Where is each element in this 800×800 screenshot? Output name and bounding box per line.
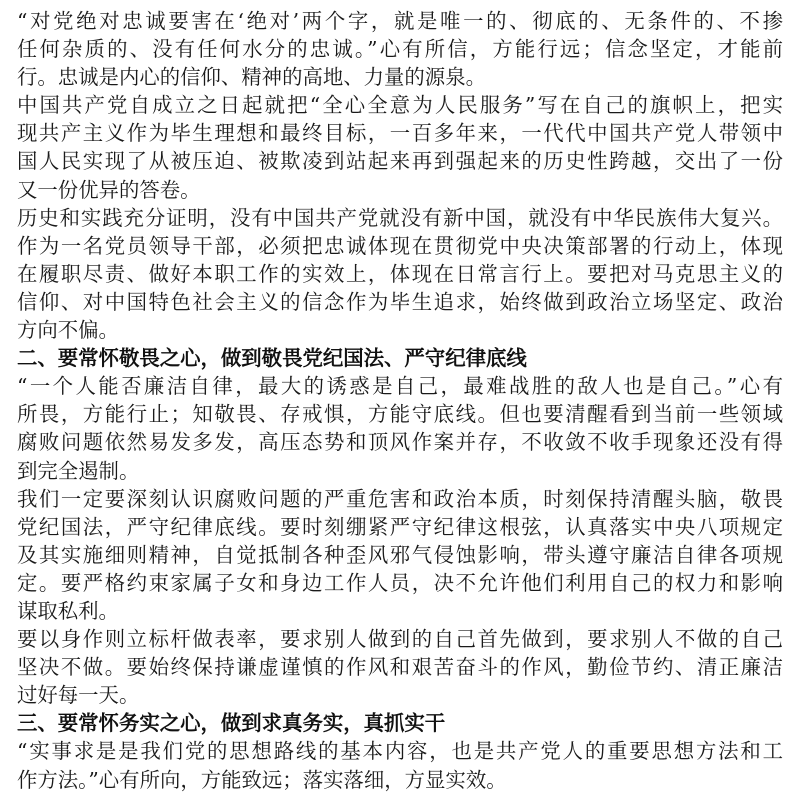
text-line: 坚决不做。要始终保持谦虚谨慎的作风和艰苦奋斗的作风，勤俭节约、清正廉洁 [17, 655, 783, 680]
text-line: 谋取私利。 [17, 598, 119, 623]
text-line: 过好每一天。 [17, 683, 140, 708]
text-line: 历史和实践充分证明，没有中国共产党就没有新中国，就没有中华民族伟大复兴。 [17, 205, 783, 230]
document-page [17, 7, 783, 794]
section-heading-3: 三、要常怀务实之心，做到求真务实，真抓实干 [17, 711, 446, 736]
text-line: 及其实施细则精神，自觉抵制各种歪风邪气侵蚀影响，带头遵守廉洁自律各项规 [17, 542, 783, 567]
text-line: 在履职尽责、做好本职工作的实效上，体现在日常言行上。要把对马克思主义的 [17, 261, 783, 286]
text-line: 作方法。”心有所向，方能致远；落实落细，方显实效。 [17, 767, 507, 792]
text-line: 定。要严格约束家属子女和身边工作人员，决不允许他们利用自己的权力和影响 [17, 570, 783, 595]
paragraph [17, 204, 783, 344]
text-line: 国人民实现了从被压迫、被欺凌到站起来再到强起来的历史性跨越，交出了一份 [17, 149, 783, 174]
text-line: “实事求是是我们党的思想路线的基本内容，也是共产党人的重要思想方法和工 [17, 739, 783, 764]
text-line: 腐败问题依然易发多发，高压态势和顶风作案并存，不收敛不收手现象还没有得 [17, 430, 783, 455]
paragraph [17, 485, 783, 625]
text-line: 又一份优异的答卷。 [17, 177, 201, 202]
section-heading-2: 二、要常怀敬畏之心，做到敬畏党纪国法、严守纪律底线 [17, 346, 527, 371]
text-line: 中国共产党自成立之日起就把“全心全意为人民服务”写在自己的旗帜上，把实 [17, 93, 783, 118]
text-line: “一个人能否廉洁自律，最大的诱惑是自己，最难战胜的敌人也是自己。”心有 [17, 374, 783, 399]
paragraph [17, 372, 783, 484]
text-line: 方向不偏。 [17, 318, 119, 343]
text-line: 党纪国法，严守纪律底线。要时刻绷紧严守纪律这根弦，认真落实中央八项规定 [17, 514, 783, 539]
text-line: 作为一名党员领导干部，必须把忠诚体现在贯彻党中央决策部署的行动上，体现 [17, 233, 783, 258]
text-line: 要以身作则立标杆做表率，要求别人做到的自己首先做到，要求别人不做的自己 [17, 627, 783, 652]
text-line: 所畏，方能行止；知敬畏、存戒惧，方能守底线。但也要清醒看到当前一些领域 [17, 402, 783, 427]
text-line: 到完全遏制。 [17, 458, 140, 483]
text-line: 行。忠诚是内心的信仰、精神的高地、力量的源泉。 [17, 65, 486, 90]
paragraph [17, 737, 783, 793]
paragraph [17, 91, 783, 203]
paragraph [17, 625, 783, 709]
text-line: “对党绝对忠诚要害在‘绝对’两个字，就是唯一的、彻底的、无条件的、不掺 [17, 9, 783, 33]
text-line: 现共产主义作为毕生理想和最终目标，一百多年来，一代代中国共产党人带领中 [17, 121, 783, 146]
text-line: 任何杂质的、没有任何水分的忠诚。”心有所信，方能行远；信念坚定，才能前 [17, 37, 783, 62]
text-line: 我们一定要深刻认识腐败问题的严重危害和政治本质，时刻保持清醒头脑，敬畏 [17, 486, 783, 511]
paragraph [17, 7, 783, 91]
text-line: 信仰、对中国特色社会主义的信念作为毕生追求，始终做到政治立场坚定、政治 [17, 289, 783, 314]
